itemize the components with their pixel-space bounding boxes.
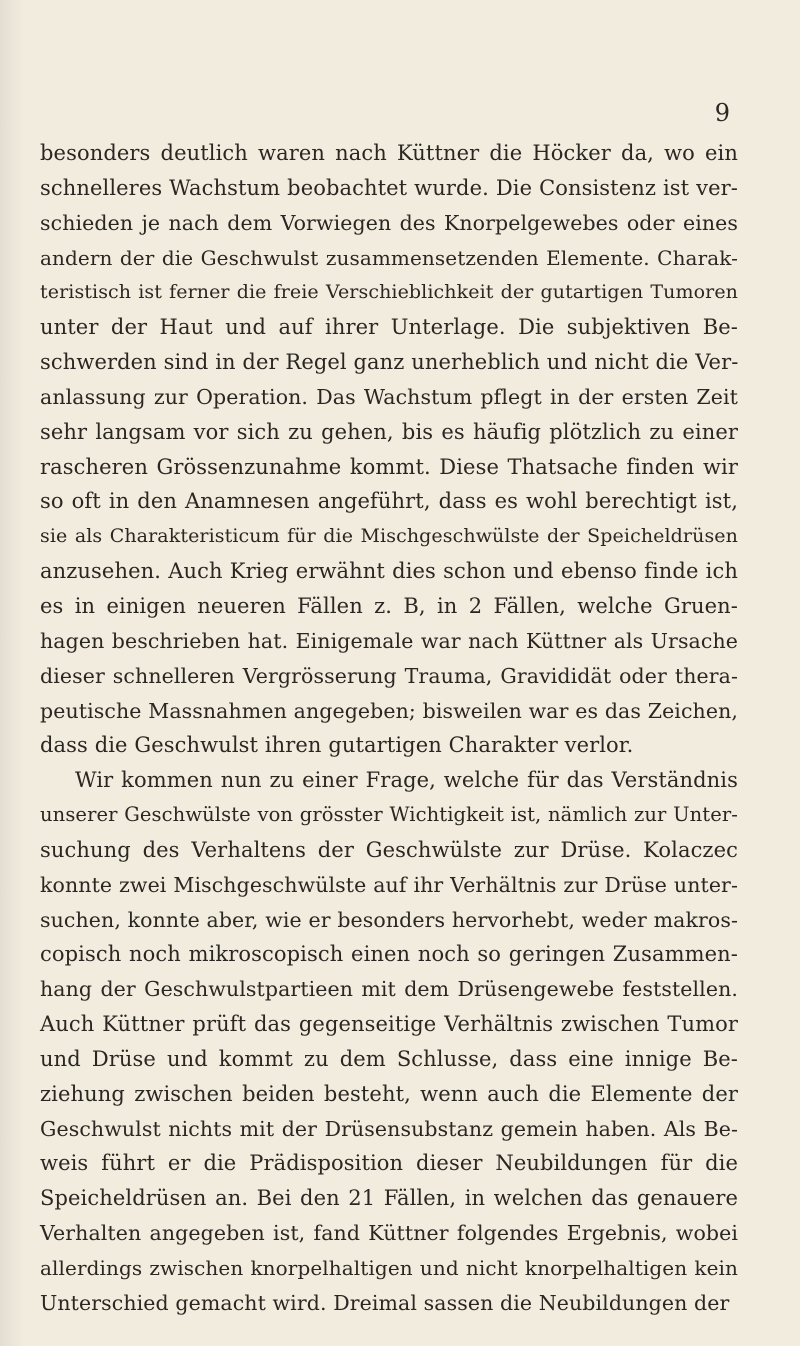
text-line: schwerden sind in der Regel ganz unerheblich und nicht die Ver- xyxy=(40,350,739,375)
text-line: dass die Geschwulst ihren gutartigen Charakter verlor. xyxy=(40,733,634,758)
text-line: copisch noch mikroscopisch einen noch so geringen Zusammen- xyxy=(40,942,738,967)
text-line: anlassung zur Operation. Das Wachstum pflegt in der ersten Zeit xyxy=(40,384,738,409)
text-line: suchung des Verhaltens der Geschwülste zur Drüse. Kolaczec xyxy=(40,837,738,862)
body-text xyxy=(40,136,738,1321)
text-line: konnte zwei Mischgeschwülste auf ihr Verhältnis zur Drüse unter- xyxy=(40,872,738,897)
text-line: und Drüse und kommt zu dem Schlusse, dass eine innige Be- xyxy=(40,1046,738,1071)
text-line: Verhalten angegeben ist, fand Küttner folgendes Ergebnis, wobei xyxy=(40,1221,738,1246)
text-line: unserer Geschwülste von grösster Wichtigkeit ist, nämlich zur Unter- xyxy=(40,803,738,827)
text-line: Geschwulst nichts mit der Drüsensubstanz gemein haben. Als Be- xyxy=(40,1116,738,1141)
text-line: Unterschied gemacht wird. Dreimal sassen die Neubildungen der xyxy=(40,1290,730,1315)
text-line: andern der die Geschwulst zusammensetzenden Elemente. Charak- xyxy=(40,245,738,270)
text-line: schieden je nach dem Vorwiegen des Knorpelgewebes oder eines xyxy=(40,210,738,235)
text-line: allerdings zwischen knorpelhaltigen und nicht knorpelhaltigen kein xyxy=(40,1256,738,1280)
text-line: Auch Küttner prüft das gegenseitige Verhältnis zwischen Tumor xyxy=(40,1012,738,1037)
text-line: Wir kommen nun zu einer Frage, welche für das Verständnis xyxy=(75,768,738,793)
text-line: Speicheldrüsen an. Bei den 21 Fällen, in welchen das genauere xyxy=(40,1186,738,1211)
text-line: ziehung zwischen beiden besteht, wenn auch die Elemente der xyxy=(40,1081,738,1106)
text-line: hang der Geschwulstpartieen mit dem Drüsengewebe feststellen. xyxy=(40,977,738,1002)
text-line: peutische Massnahmen angegeben; bisweilen war es das Zeichen, xyxy=(40,698,738,723)
text-line: weis führt er die Prädisposition dieser Neubildungen für die xyxy=(40,1151,738,1176)
text-line: sehr langsam vor sich zu gehen, bis es häufig plötzlich zu einer xyxy=(40,419,738,444)
text-line: rascheren Grössenzunahme kommt. Diese Thatsache finden wir xyxy=(40,454,738,479)
text-line: dieser schnelleren Vergrösserung Trauma, Gravididät oder thera- xyxy=(40,663,738,688)
text-line: hagen beschrieben hat. Einigemale war nach Küttner als Ursache xyxy=(40,628,738,653)
text-line: besonders deutlich waren nach Küttner die Höcker da, wo ein xyxy=(40,141,738,165)
text-line: anzusehen. Auch Krieg erwähnt dies schon und ebenso finde ich xyxy=(40,559,738,584)
text-line: unter der Haut und auf ihrer Unterlage. Die subjektiven Be- xyxy=(40,315,738,340)
page-number: 9 xyxy=(714,99,730,127)
text-line: schnelleres Wachstum beobachtet wurde. Die Consistenz ist ver- xyxy=(40,175,738,200)
text-line: sie als Charakteristicum für die Mischgeschwülste der Speicheldrüsen xyxy=(40,525,738,548)
text-line: es in einigen neueren Fällen z. B, in 2 Fällen, welche Gruen- xyxy=(40,593,738,618)
text-line: teristisch ist ferner die freie Verschieblichkeit der gutartigen Tumoren xyxy=(40,281,738,304)
text-line: suchen, konnte aber, wie er besonders hervorhebt, weder makros- xyxy=(40,907,738,932)
text-line: so oft in den Anamnesen angeführt, dass es wohl berechtigt ist, xyxy=(40,489,738,514)
